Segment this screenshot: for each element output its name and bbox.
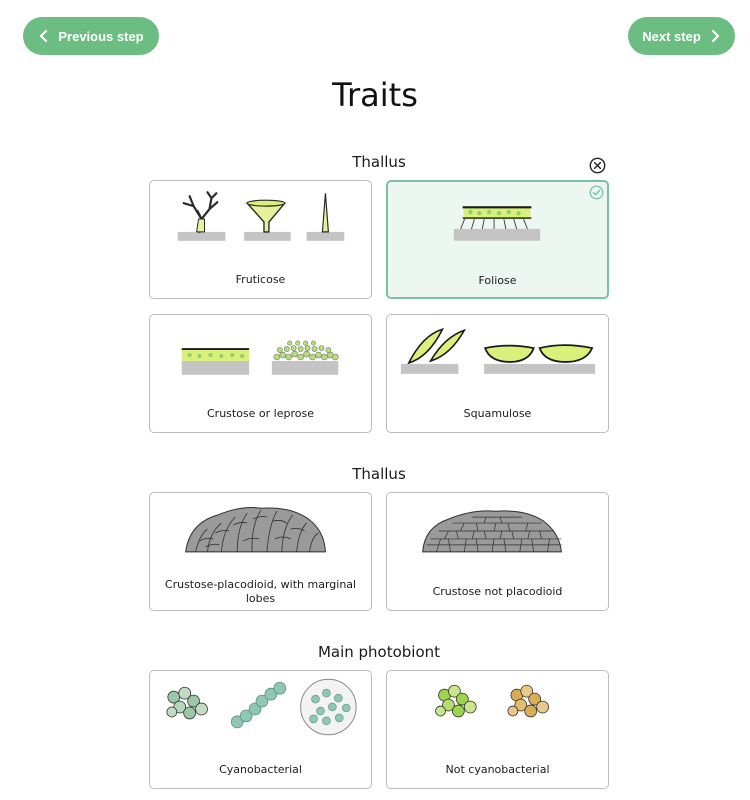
option-label: Crustose-placodioid, with marginal lobes: [164, 578, 357, 605]
previous-step-button[interactable]: [23, 17, 159, 55]
check-circle-icon: [589, 185, 604, 200]
option-label: Crustose or leprose: [206, 407, 314, 420]
previous-step-label: Previous step: [58, 28, 144, 44]
not-cyanobacterial-illustration: [387, 671, 608, 751]
close-circle-icon[interactable]: [589, 157, 606, 174]
placodioid-illustration: [150, 493, 371, 573]
next-step-button[interactable]: [628, 17, 735, 55]
section-title-main-photobiont: Main photobiont: [317, 643, 441, 661]
option-label: Fruticose: [235, 273, 286, 286]
option-card-crustose-placodioid[interactable]: [149, 492, 372, 611]
option-label: Squamulose: [463, 407, 532, 420]
option-label: Crustose not placodioid: [432, 585, 563, 598]
crustose-leprose-illustration: [150, 315, 371, 395]
option-card-fruticose[interactable]: [149, 180, 372, 299]
option-card-foliose[interactable]: [386, 180, 609, 299]
cyanobacterial-illustration: [150, 671, 371, 751]
option-card-not-cyanobacterial[interactable]: [386, 670, 609, 789]
option-label: Foliose: [478, 274, 517, 287]
option-card-cyanobacterial[interactable]: [149, 670, 372, 789]
fruticose-illustration: [150, 181, 371, 261]
not-placodioid-illustration: [387, 493, 608, 573]
next-step-label: Next step: [642, 28, 701, 44]
foliose-illustration: [388, 182, 607, 262]
squamulose-illustration: [387, 315, 608, 395]
chevron-right-icon: [709, 29, 721, 43]
option-card-crustose-not-placodioid[interactable]: [386, 492, 609, 611]
option-card-squamulose[interactable]: [386, 314, 609, 433]
option-card-crustose-or-leprose[interactable]: [149, 314, 372, 433]
section-title-thallus: Thallus: [352, 153, 406, 171]
chevron-left-icon: [38, 29, 50, 43]
section-title-thallus-2: Thallus: [352, 465, 406, 483]
page-title: Traits: [332, 76, 418, 114]
option-label: Not cyanobacterial: [445, 763, 550, 776]
option-label: Cyanobacterial: [219, 763, 302, 776]
